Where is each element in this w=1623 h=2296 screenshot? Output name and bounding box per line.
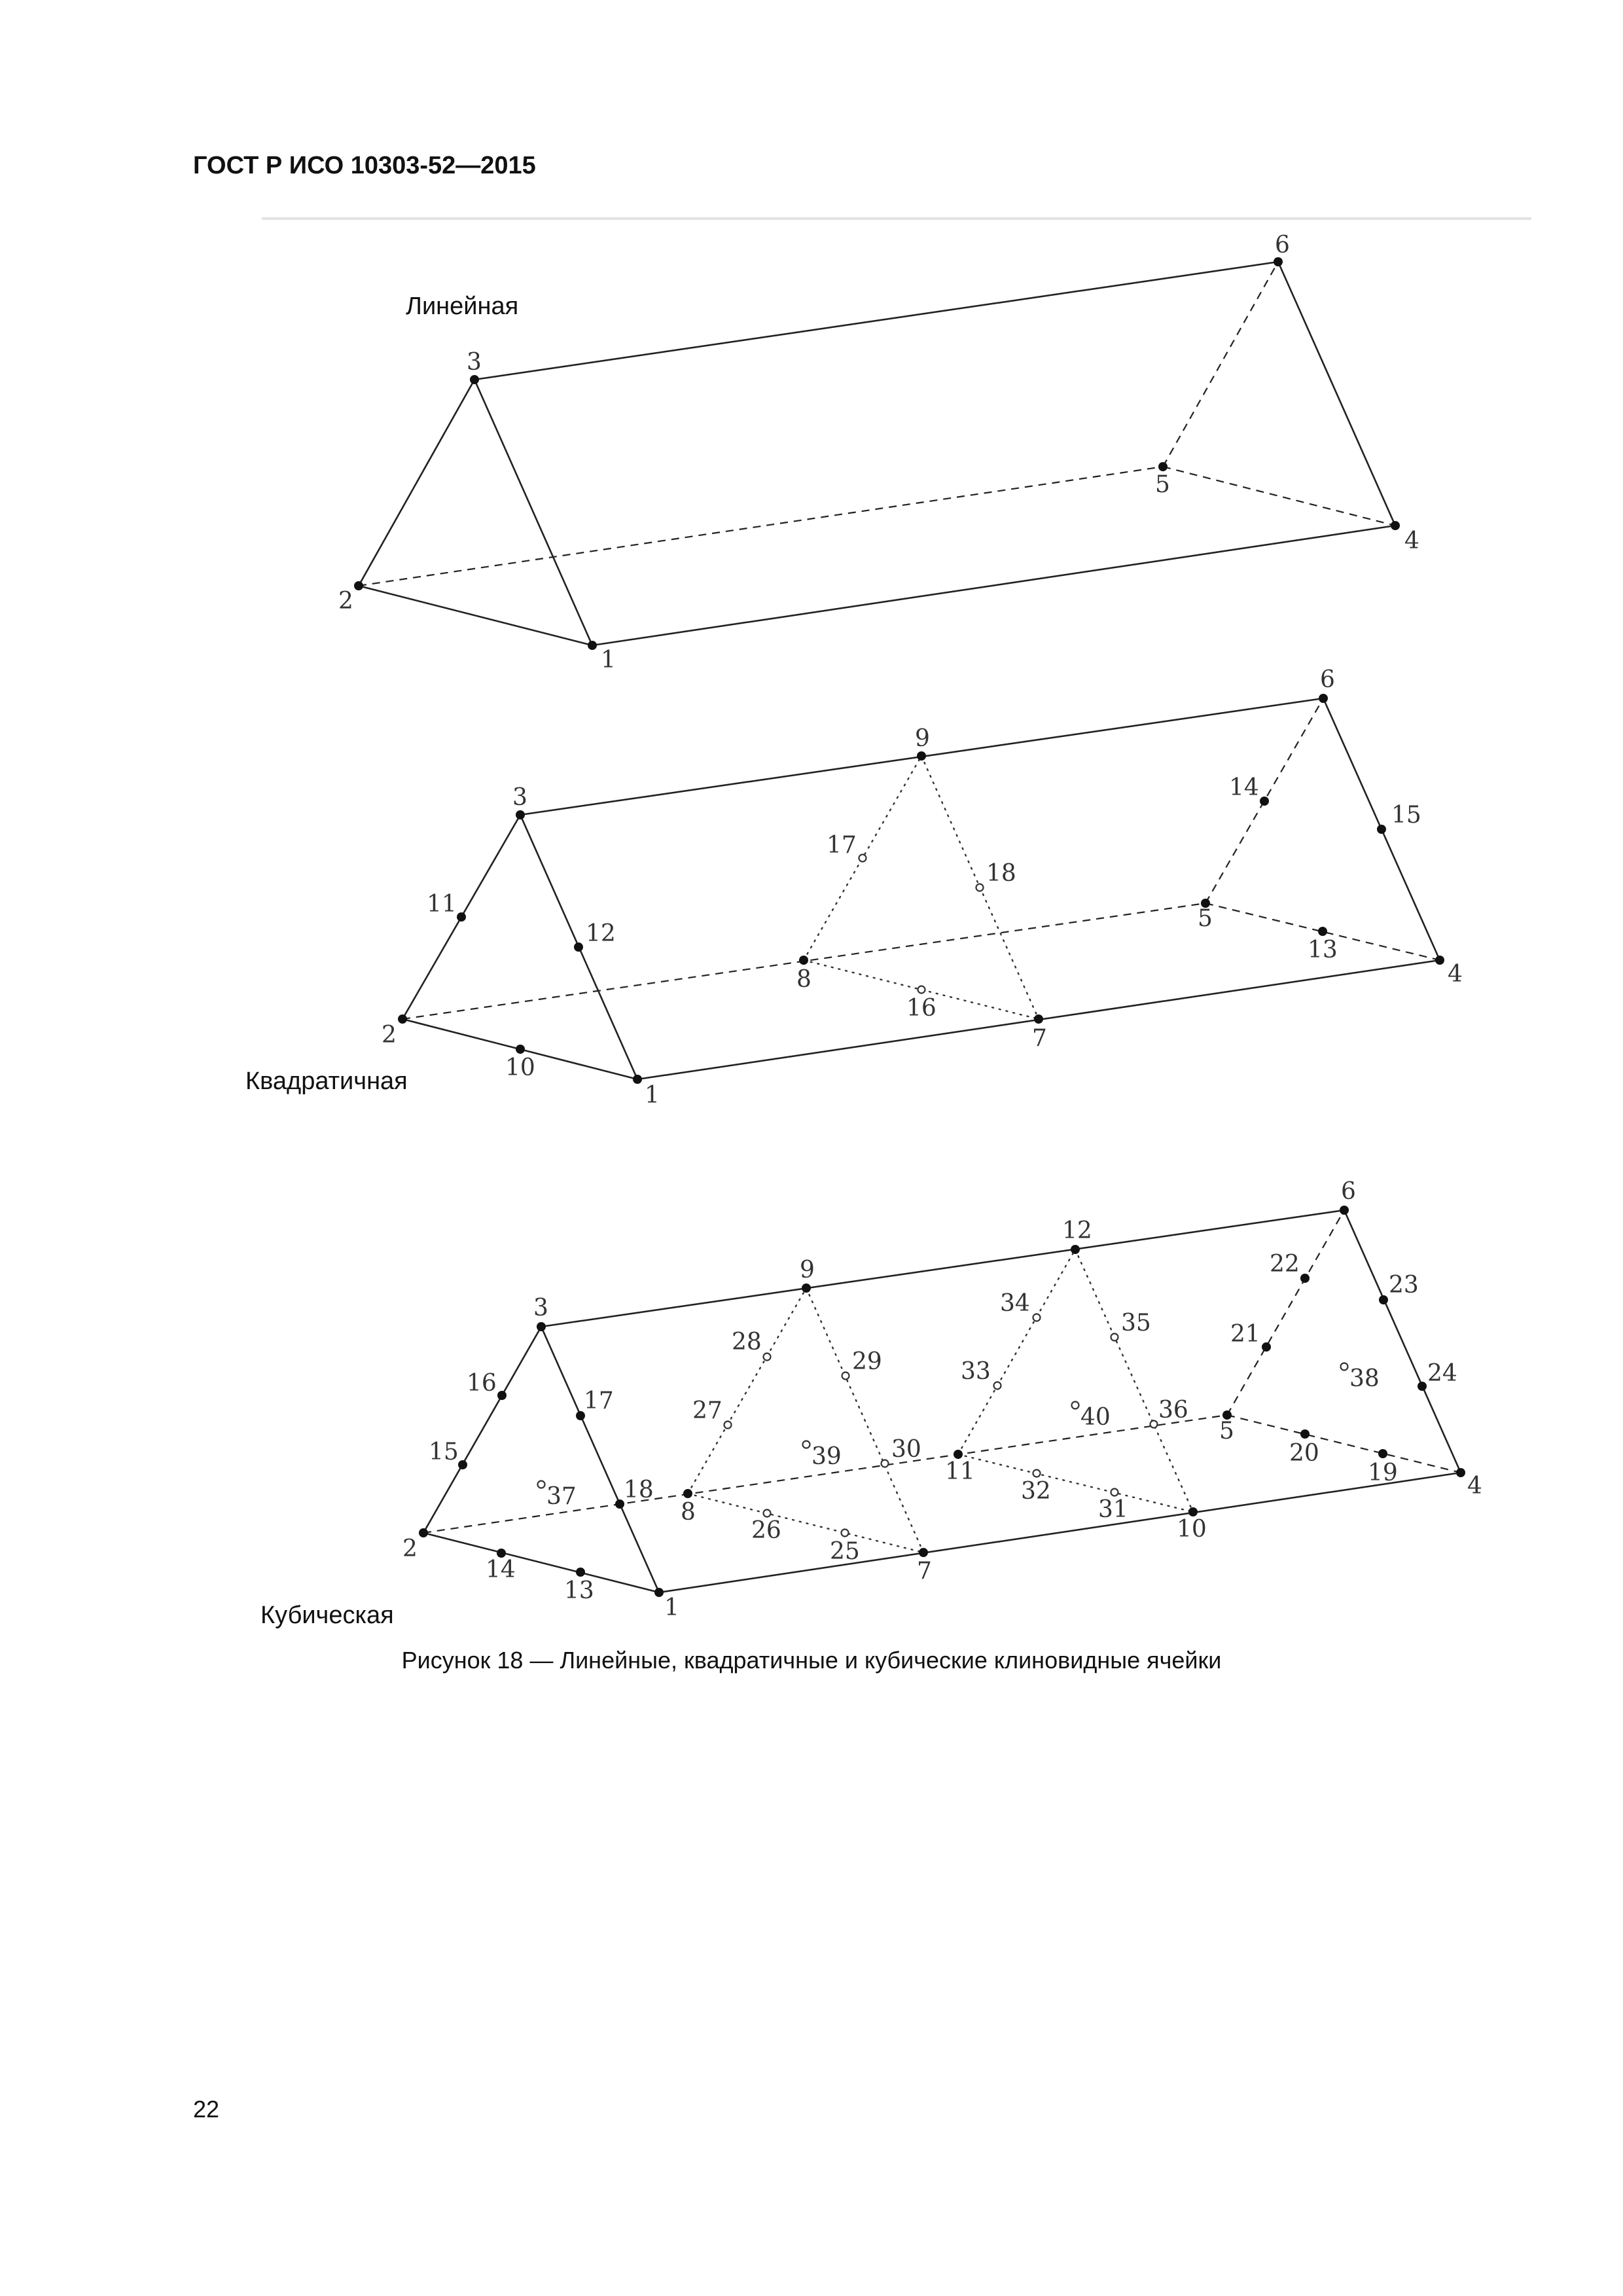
node-label-14: 14 (1229, 774, 1259, 801)
edge-2-3 (423, 1327, 541, 1533)
edge-5-6-dashed (1227, 1210, 1344, 1415)
node-label-16: 16 (467, 1370, 497, 1397)
edge-8-9-dotted (688, 1288, 806, 1494)
edge-2-3 (359, 380, 474, 586)
node-label-3: 3 (467, 349, 482, 376)
edge-11-12-dotted (958, 1249, 1075, 1454)
node-label-4: 4 (1467, 1473, 1482, 1499)
node-marker-1 (654, 1588, 664, 1597)
node-marker-37 (538, 1481, 545, 1488)
node-marker-16 (497, 1391, 507, 1400)
node-marker-12 (1071, 1245, 1080, 1254)
panel-label-quadratic: Квадратичная (245, 1067, 408, 1095)
node-label-10: 10 (1177, 1516, 1207, 1543)
node-label-2: 2 (338, 588, 353, 615)
node-marker-12 (574, 942, 583, 952)
edge-1-4 (592, 526, 1395, 645)
node-marker-13 (1318, 927, 1327, 936)
node-marker-3 (470, 375, 479, 384)
node-marker-6 (1319, 694, 1328, 703)
node-marker-14 (1260, 797, 1269, 806)
node-marker-32 (1033, 1470, 1041, 1477)
node-label-11: 11 (427, 891, 457, 918)
node-marker-6 (1274, 257, 1283, 266)
node-label-6: 6 (1341, 1178, 1356, 1205)
node-label-13: 13 (1308, 937, 1338, 963)
edge-5-4-dashed (1227, 1415, 1461, 1473)
node-label-30: 30 (891, 1436, 921, 1463)
edge-3-6 (474, 262, 1278, 380)
node-marker-36 (1150, 1421, 1158, 1428)
node-label-18: 18 (624, 1477, 654, 1503)
node-label-17: 17 (827, 832, 857, 859)
node-marker-5 (1158, 462, 1168, 471)
node-label-14: 14 (486, 1556, 516, 1583)
node-label-40: 40 (1080, 1404, 1111, 1431)
node-label-5: 5 (1155, 471, 1170, 498)
node-marker-17 (859, 855, 866, 862)
edge-1-2 (359, 586, 592, 645)
node-marker-11 (954, 1450, 963, 1459)
edge-11-10-dotted (958, 1454, 1193, 1512)
node-marker-11 (457, 912, 466, 922)
edge-4-6 (1344, 1210, 1461, 1473)
edge-8-7-dotted (688, 1494, 923, 1552)
node-marker-26 (764, 1510, 771, 1517)
node-label-32: 32 (1021, 1478, 1051, 1505)
node-marker-6 (1340, 1206, 1349, 1215)
node-label-5: 5 (1198, 905, 1213, 932)
node-marker-29 (842, 1372, 849, 1380)
node-label-22: 22 (1270, 1251, 1300, 1278)
node-label-19: 19 (1368, 1460, 1398, 1486)
node-marker-33 (994, 1382, 1001, 1390)
node-marker-8 (683, 1489, 692, 1498)
panel-label-cubic: Кубическая (260, 1602, 394, 1629)
node-label-20: 20 (1289, 1440, 1319, 1467)
edge-1-3 (541, 1327, 659, 1592)
node-marker-13 (576, 1568, 585, 1577)
node-label-17: 17 (584, 1388, 614, 1414)
node-marker-7 (919, 1548, 928, 1557)
node-marker-31 (1111, 1489, 1118, 1496)
page-number: 22 (193, 2096, 220, 2123)
node-label-18: 18 (986, 860, 1016, 887)
node-marker-23 (1379, 1295, 1388, 1304)
node-label-2: 2 (382, 1022, 397, 1049)
node-label-33: 33 (961, 1358, 991, 1385)
node-marker-7 (1034, 1014, 1043, 1024)
node-marker-39 (803, 1441, 810, 1448)
node-label-4: 4 (1448, 961, 1463, 988)
node-label-10: 10 (505, 1054, 535, 1081)
edge-1-2 (423, 1533, 659, 1592)
node-label-36: 36 (1158, 1397, 1188, 1424)
node-label-16: 16 (906, 995, 936, 1022)
node-marker-3 (537, 1322, 546, 1331)
node-marker-10 (516, 1045, 525, 1054)
node-label-1: 1 (601, 647, 616, 673)
node-marker-1 (633, 1075, 642, 1084)
node-label-1: 1 (664, 1594, 679, 1621)
node-marker-9 (917, 751, 926, 761)
node-marker-18 (976, 884, 984, 891)
edge-5-6-dashed (1163, 262, 1278, 467)
node-label-26: 26 (751, 1517, 781, 1544)
node-marker-28 (764, 1354, 771, 1361)
node-marker-30 (882, 1460, 889, 1467)
quadratic-wedge-panel (382, 666, 1463, 1109)
node-marker-9 (802, 1283, 811, 1293)
node-label-6: 6 (1275, 232, 1290, 259)
node-marker-15 (458, 1460, 467, 1469)
node-marker-2 (419, 1528, 428, 1537)
node-label-15: 15 (429, 1439, 459, 1465)
node-label-7: 7 (917, 1558, 932, 1585)
node-label-39: 39 (812, 1443, 842, 1470)
node-label-8: 8 (796, 966, 812, 993)
node-label-8: 8 (681, 1499, 696, 1526)
node-marker-4 (1391, 521, 1400, 530)
node-label-1: 1 (645, 1082, 660, 1109)
node-marker-22 (1300, 1274, 1310, 1283)
node-label-3: 3 (512, 784, 527, 811)
node-marker-27 (724, 1422, 732, 1429)
node-label-5: 5 (1219, 1418, 1234, 1444)
edge-4-6 (1278, 262, 1395, 526)
node-marker-40 (1072, 1402, 1079, 1409)
node-label-3: 3 (533, 1295, 548, 1321)
node-marker-4 (1456, 1468, 1465, 1477)
node-label-34: 34 (1000, 1290, 1030, 1317)
edge-2-5-dashed (359, 467, 1163, 586)
node-marker-21 (1262, 1342, 1271, 1352)
edge-12-10-dotted (1075, 1249, 1193, 1512)
figure-caption: Рисунок 18 — Линейные, квадратичные и кубические клиновидные ячейки (401, 1647, 1222, 1674)
node-label-29: 29 (852, 1348, 882, 1375)
node-label-6: 6 (1320, 666, 1335, 693)
node-label-35: 35 (1121, 1310, 1151, 1336)
edge-3-6 (541, 1210, 1344, 1327)
node-marker-38 (1341, 1363, 1348, 1371)
node-label-4: 4 (1404, 528, 1419, 554)
node-label-27: 27 (692, 1397, 722, 1424)
node-label-15: 15 (1391, 802, 1421, 829)
node-label-24: 24 (1427, 1360, 1457, 1387)
cubic-wedge-panel (402, 1178, 1482, 1621)
node-label-12: 12 (1062, 1217, 1092, 1244)
node-label-28: 28 (732, 1329, 762, 1355)
node-marker-1 (588, 641, 597, 650)
node-marker-3 (516, 810, 525, 819)
node-marker-24 (1418, 1382, 1427, 1391)
panel-label-linear: Линейная (406, 293, 519, 320)
node-marker-15 (1377, 825, 1386, 834)
node-label-9: 9 (915, 725, 930, 752)
node-marker-10 (1188, 1507, 1198, 1516)
edge-5-4-dashed (1163, 467, 1395, 526)
document-header: ГОСТ Р ИСО 10303-52—2015 (193, 152, 536, 179)
node-marker-35 (1111, 1334, 1118, 1341)
node-marker-25 (842, 1530, 849, 1537)
node-marker-2 (398, 1014, 407, 1024)
node-label-25: 25 (830, 1538, 860, 1565)
node-label-9: 9 (800, 1257, 815, 1283)
node-label-37: 37 (546, 1483, 577, 1510)
edge-9-7-dotted (806, 1288, 923, 1552)
node-label-13: 13 (564, 1577, 594, 1604)
node-marker-2 (354, 581, 363, 590)
node-label-12: 12 (586, 920, 616, 947)
node-label-23: 23 (1389, 1272, 1419, 1299)
node-label-21: 21 (1230, 1321, 1260, 1348)
node-marker-8 (799, 956, 808, 965)
node-label-2: 2 (402, 1535, 418, 1562)
node-label-11: 11 (945, 1458, 975, 1485)
edge-1-3 (474, 380, 592, 645)
node-label-7: 7 (1032, 1025, 1047, 1052)
node-marker-19 (1378, 1449, 1387, 1458)
node-marker-16 (918, 986, 925, 994)
node-marker-18 (615, 1499, 624, 1509)
node-label-31: 31 (1098, 1496, 1128, 1523)
node-marker-20 (1300, 1429, 1310, 1439)
node-marker-34 (1033, 1314, 1041, 1321)
node-label-38: 38 (1349, 1365, 1380, 1392)
node-marker-4 (1435, 956, 1444, 965)
